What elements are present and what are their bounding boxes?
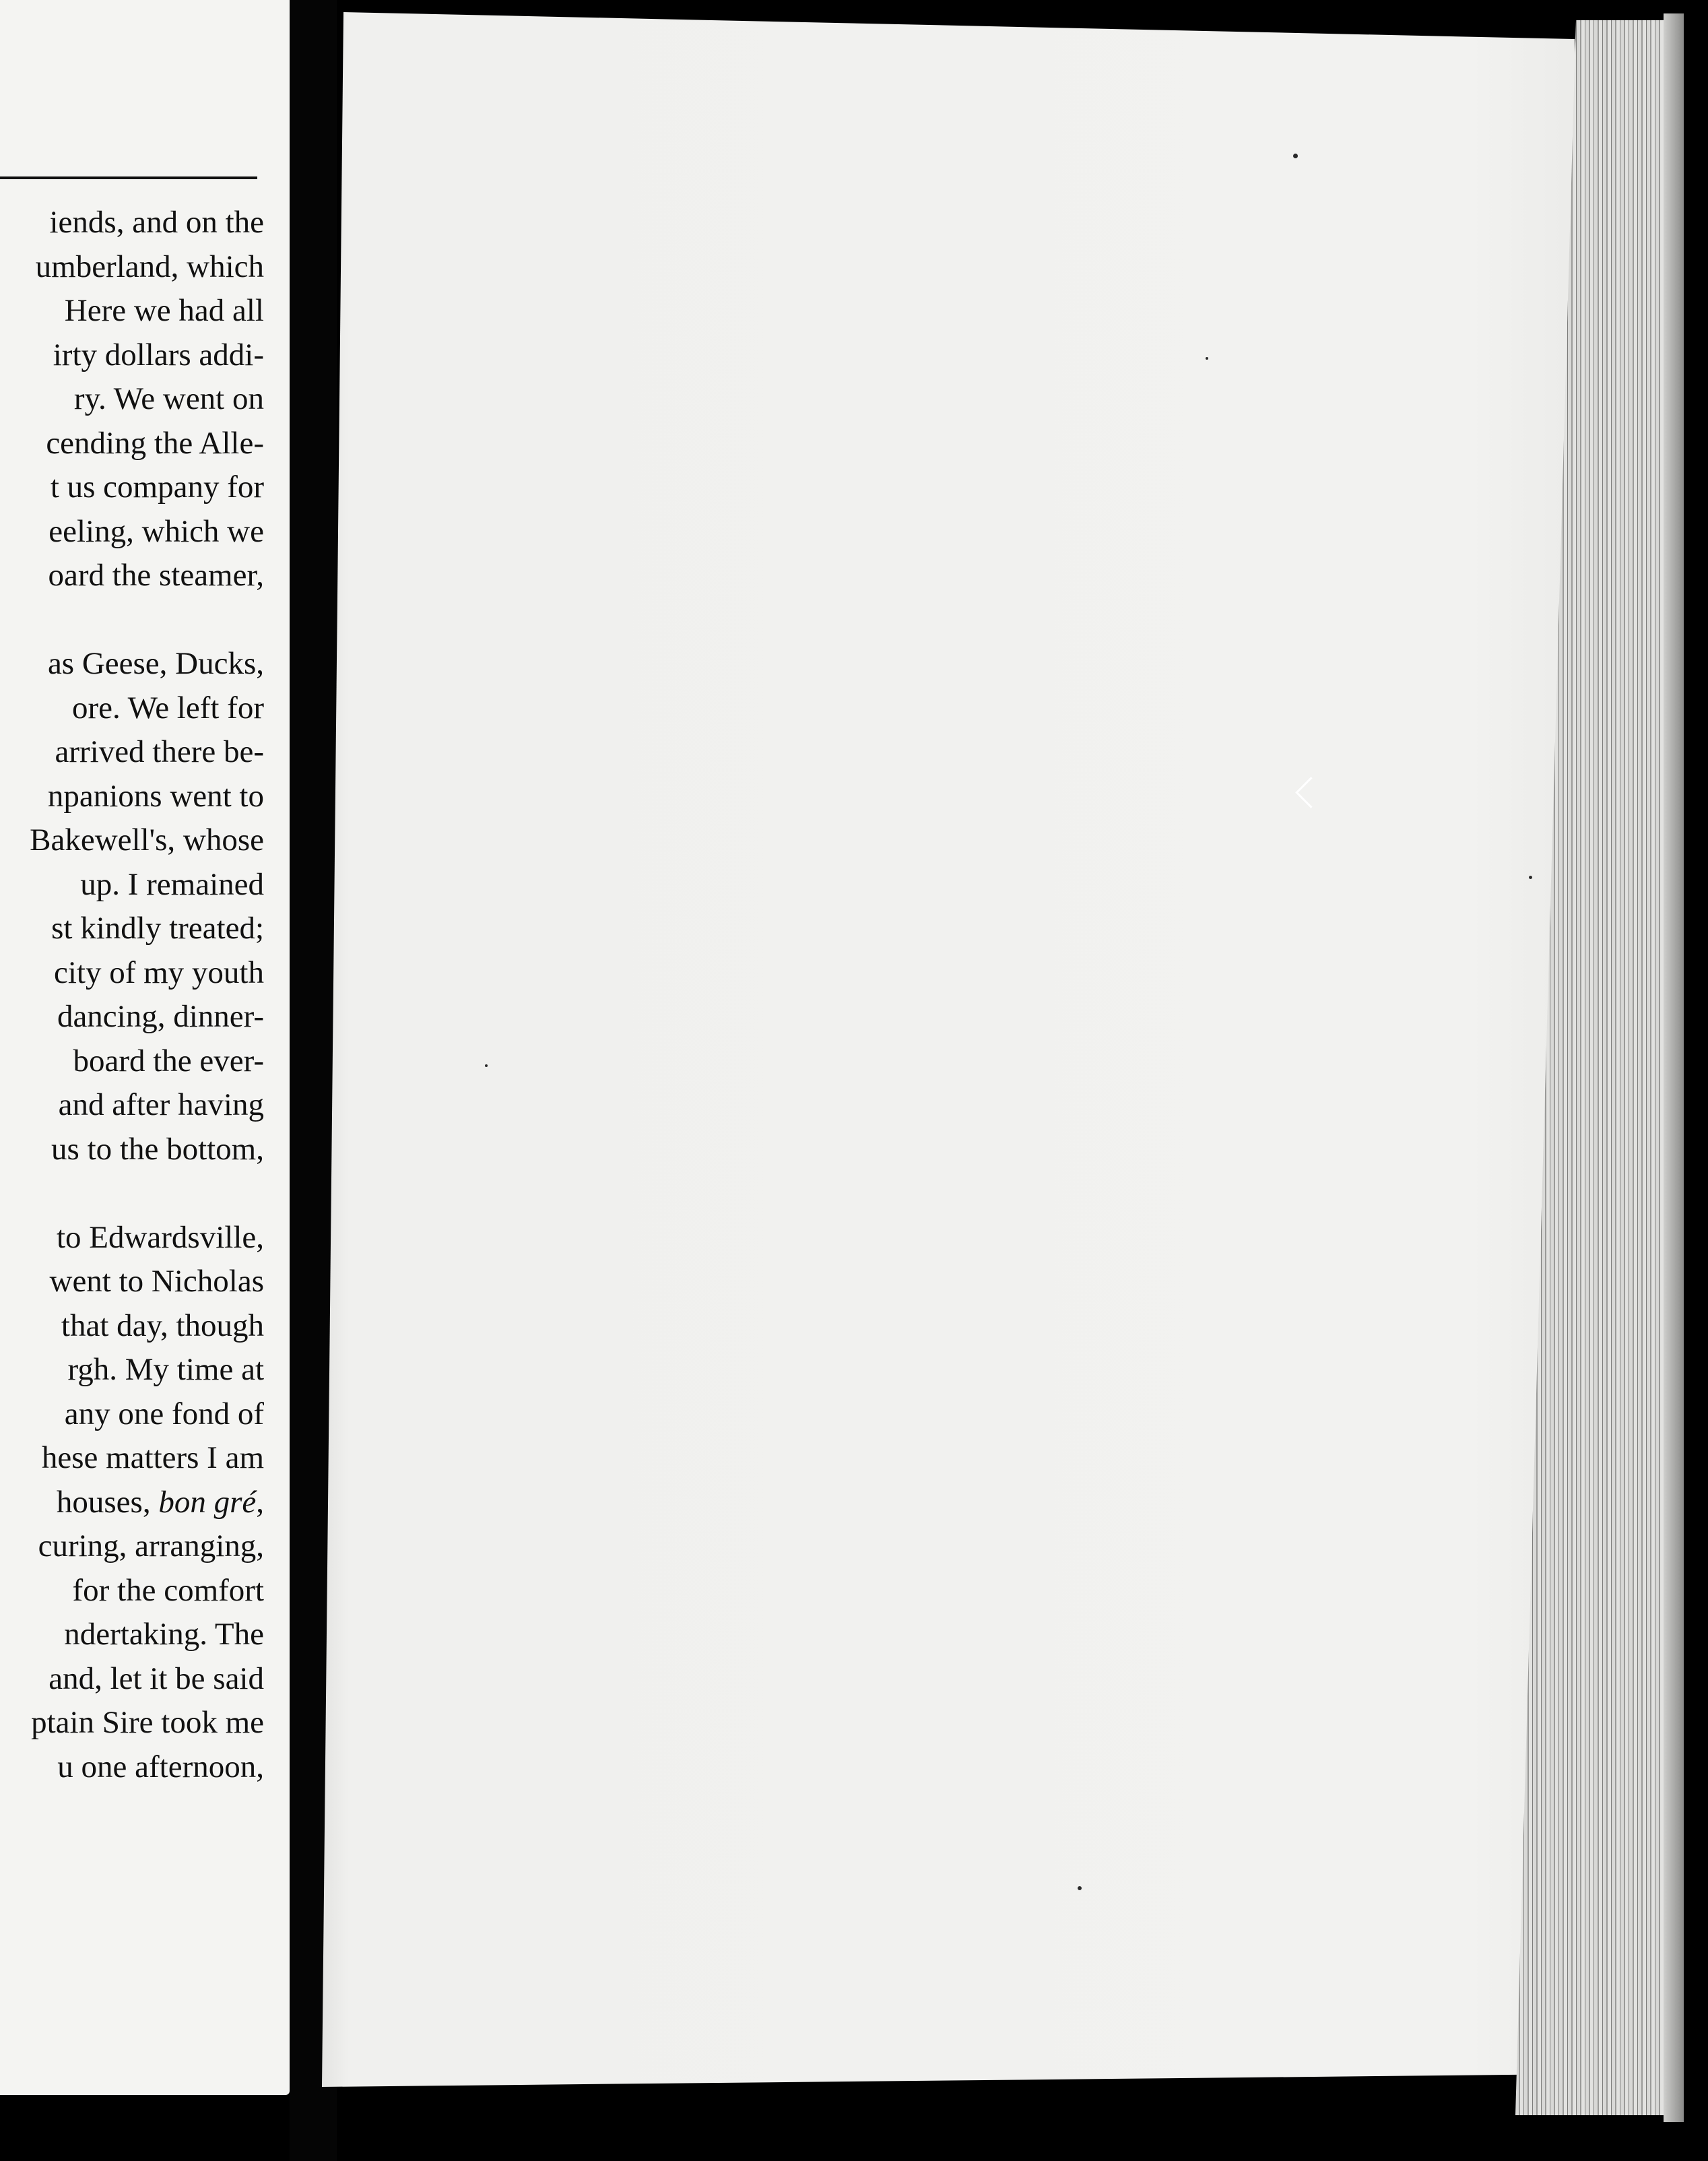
text-line: umberland, which (35, 249, 264, 284)
text-line: for the comfort (72, 1572, 264, 1608)
dust-speck (1206, 357, 1208, 360)
text-line: up. I remained (80, 866, 264, 902)
text-line: dancing, dinner- (57, 999, 264, 1034)
text-line: ore. We left for (71, 690, 264, 725)
text-line: u one afternoon, (57, 1749, 264, 1784)
text-line: board the ever- (73, 1043, 264, 1078)
text-line: any one fond of (64, 1396, 264, 1431)
right-page-blank (322, 12, 1602, 2087)
text-line: irty dollars addi- (53, 337, 264, 373)
dust-speck (1293, 154, 1298, 158)
text-line: us to the bottom, (51, 1131, 264, 1167)
dust-speck (485, 1064, 488, 1067)
text-line: and after having (58, 1087, 264, 1122)
text-line: and, let it be said (48, 1660, 264, 1696)
left-page (0, 0, 290, 2095)
text-line: houses, bon gré, (56, 1484, 264, 1520)
text-line: hese matters I am (41, 1440, 264, 1475)
text-line: npanions went to (47, 778, 264, 814)
dust-speck (1529, 876, 1532, 879)
header-rule (0, 176, 257, 179)
text-line: cending the Alle- (46, 425, 264, 461)
text-line: went to Nicholas (49, 1264, 264, 1299)
text-line: arrived there be- (55, 734, 264, 769)
text-line: iends, and on the (49, 205, 264, 240)
text-line: ry. We went on (73, 381, 264, 416)
text-line: t us company for (50, 470, 264, 505)
paragraph-gap (0, 1171, 264, 1216)
text-line: curing, arranging, (38, 1528, 264, 1563)
text-line: Bakewell's, whose (30, 823, 264, 858)
text-line: st kindly treated; (51, 911, 264, 946)
text-line: ptain Sire took me (31, 1705, 264, 1740)
text-line: city of my youth (54, 955, 264, 990)
page-edge-shadow (1664, 13, 1684, 2122)
text-line: to Edwardsville, (56, 1219, 264, 1255)
text-line: eeling, which we (48, 513, 264, 549)
text-column (0, 201, 264, 1789)
text-line: that day, though (61, 1308, 264, 1343)
text-line: as Geese, Ducks, (47, 646, 264, 681)
text-line: ndertaking. The (64, 1617, 264, 1652)
text-line: rgh. My time at (67, 1352, 264, 1387)
text-line: oard the steamer, (48, 558, 264, 593)
paragraph-gap (0, 598, 264, 643)
italic-phrase: bon gré (158, 1484, 257, 1520)
dust-speck (1078, 1886, 1082, 1890)
text-line: Here we had all (64, 293, 264, 328)
